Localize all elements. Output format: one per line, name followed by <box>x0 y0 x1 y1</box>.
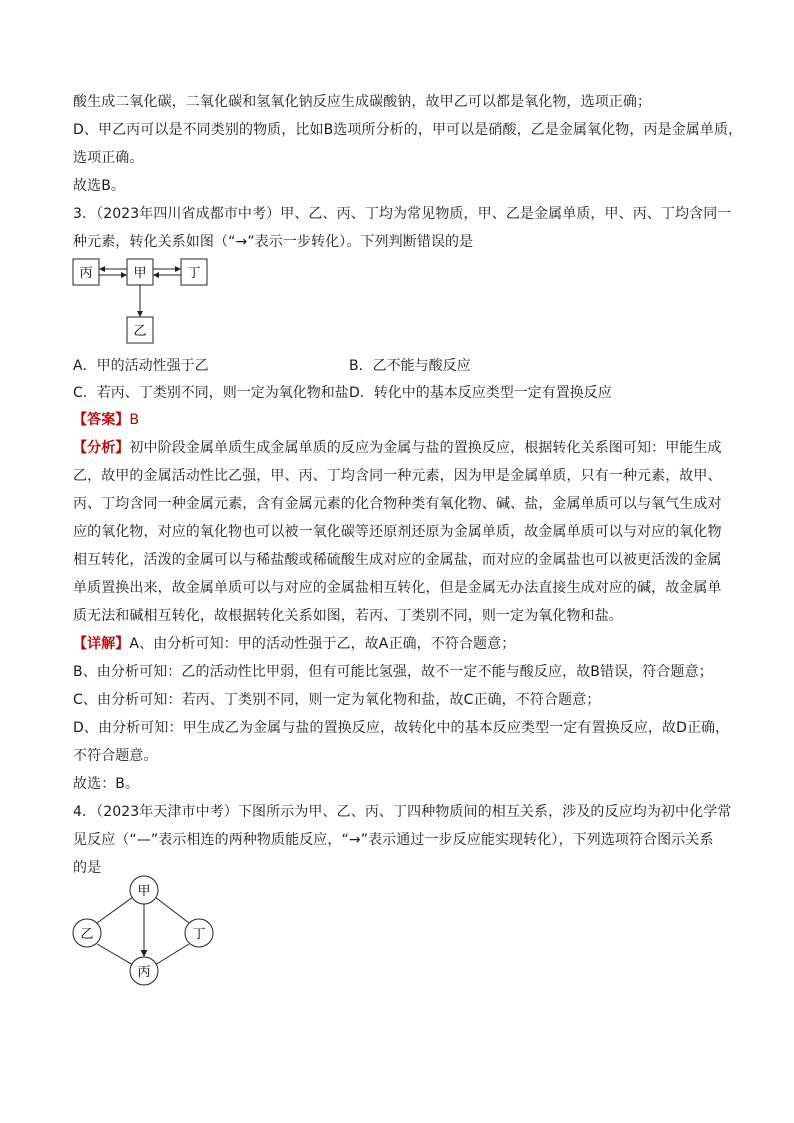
q4-relationship-diagram <box>68 870 218 990</box>
q4-stem-line-1: 4．（2023年天津市中考）下图所示为甲、乙、丙、丁四种物质间的相互关系，涉及的反应均为初中化学常 <box>73 804 732 820</box>
q3-analysis-line-2: 乙，故甲的金属活动性比乙强，甲、丙、丁均含同一种元素，因为甲是金属单质，只有一种元素，故甲、 <box>73 468 722 484</box>
q4-node-yi-label: 乙 <box>80 927 94 942</box>
answer-value: B <box>129 412 140 428</box>
q3-node-bing-label: 丙 <box>79 266 93 281</box>
q3-stem-line-2: 种元素，转化关系如图（“→”表示一步转化）。下列判断错误的是 <box>73 234 474 250</box>
q3-detail-line-3: C、由分析可知：若丙、丁类别不同，则一定为氧化物和盐，故C正确，不符合题意； <box>73 692 601 708</box>
q3-node-yi-label: 乙 <box>133 324 147 339</box>
q2-explanation-line-3: 选项正确。 <box>73 150 144 166</box>
q3-detail-line-5: 不符合题意。 <box>73 748 158 764</box>
q3-analysis-line-4: 应的氧化物，对应的氧化物也可以被一氧化碳等还原剂还原为金属单质，故金属单质可以与对应的氧化物 <box>73 524 722 540</box>
q3-detail-line-1 <box>73 634 515 654</box>
q3-detail-line-2: B、由分析可知：乙的活动性比甲弱，但有可能比氢强，故不一定不能与酸反应，故B错误，符合题意； <box>73 664 713 680</box>
q4-stem-line-2: 见反应（“—”表示相连的两种物质能反应，“→”表示通过一步反应能实现转化），下列选项符合图示关系 <box>73 832 714 848</box>
q4-stem-line-3: 的是 <box>73 860 102 876</box>
q3-answer <box>73 410 139 430</box>
q3-analysis-line-1 <box>73 438 722 458</box>
q3-detail-line-4: D、由分析可知：甲生成乙为金属与盐的置换反应，故转化中的基本反应类型一定有置换反应，故D正确， <box>73 720 730 736</box>
q3-option-c: C．若丙、丁类别不同，则一定为氧化物和盐 <box>73 385 349 401</box>
q4-node-bing-label: 丙 <box>137 965 151 980</box>
q2-conclusion: 故选B。 <box>73 178 126 194</box>
q3-transformation-diagram <box>70 256 215 348</box>
q3-stem-line-1: 3．（2023年四川省成都市中考）甲、乙、丙、丁均为常见物质，甲、乙是金属单质，甲、丙、丁均含同一 <box>73 206 732 222</box>
q4-node-ding-label: 丁 <box>192 927 206 942</box>
answer-tag: 【答案】 <box>73 412 130 428</box>
q3-node-ding-label: 丁 <box>187 266 201 281</box>
q3-conclusion: 故选：B。 <box>73 776 140 792</box>
analysis-text: 初中阶段金属单质生成金属单质的反应为金属与盐的置换反应，根据转化关系图可知：甲能生成 <box>129 440 722 456</box>
analysis-tag: 【分析】 <box>73 440 130 456</box>
q4-edge-ding-bing <box>155 944 189 965</box>
q4-edge-yi-bing <box>97 944 133 965</box>
q3-analysis-line-7: 质无法和碱相互转化，故根据转化关系如图，若丙、丁类别不同，则一定为氧化物和盐。 <box>73 608 623 624</box>
detail-tag: 【详解】 <box>73 636 130 652</box>
q3-option-a: A．甲的活动性强于乙 <box>73 358 209 374</box>
q3-analysis-line-3: 丙、丁均含同一种金属元素，含有金属元素的化合物种类有氧化物、碱、盐，金属单质可以与氧气生成对 <box>73 496 722 512</box>
q2-explanation-line-2: D、甲乙丙可以是不同类别的物质，比如B选项所分析的，甲可以是硝酸，乙是金属氧化物，丙是金属单质， <box>73 122 743 138</box>
q3-analysis-line-5: 相互转化，活泼的金属可以与稀盐酸或稀硫酸生成对应的金属盐，而对应的金属盐也可以被更活泼的金属 <box>73 552 722 568</box>
q4-node-jia-label: 甲 <box>137 884 151 899</box>
q4-edge-jia-ding <box>155 897 189 923</box>
q3-node-jia-label: 甲 <box>133 266 147 281</box>
q4-edge-jia-yi <box>97 897 133 923</box>
q3-analysis-line-6: 单质置换出来，故金属单质可以与对应的金属盐相互转化，但是金属无办法直接生成对应的碱，故金属单 <box>73 580 722 596</box>
q3-option-b: B．乙不能与酸反应 <box>349 358 471 374</box>
q2-explanation-line-1: 酸生成二氧化碳，二氧化碳和氢氧化钠反应生成碳酸钠，故甲乙可以都是氧化物，选项正确； <box>73 94 652 110</box>
q3-option-d: D．转化中的基本反应类型一定有置换反应 <box>349 385 612 401</box>
detail-text: A、由分析可知：甲的活动性强于乙，故A正确，不符合题意； <box>129 636 516 652</box>
